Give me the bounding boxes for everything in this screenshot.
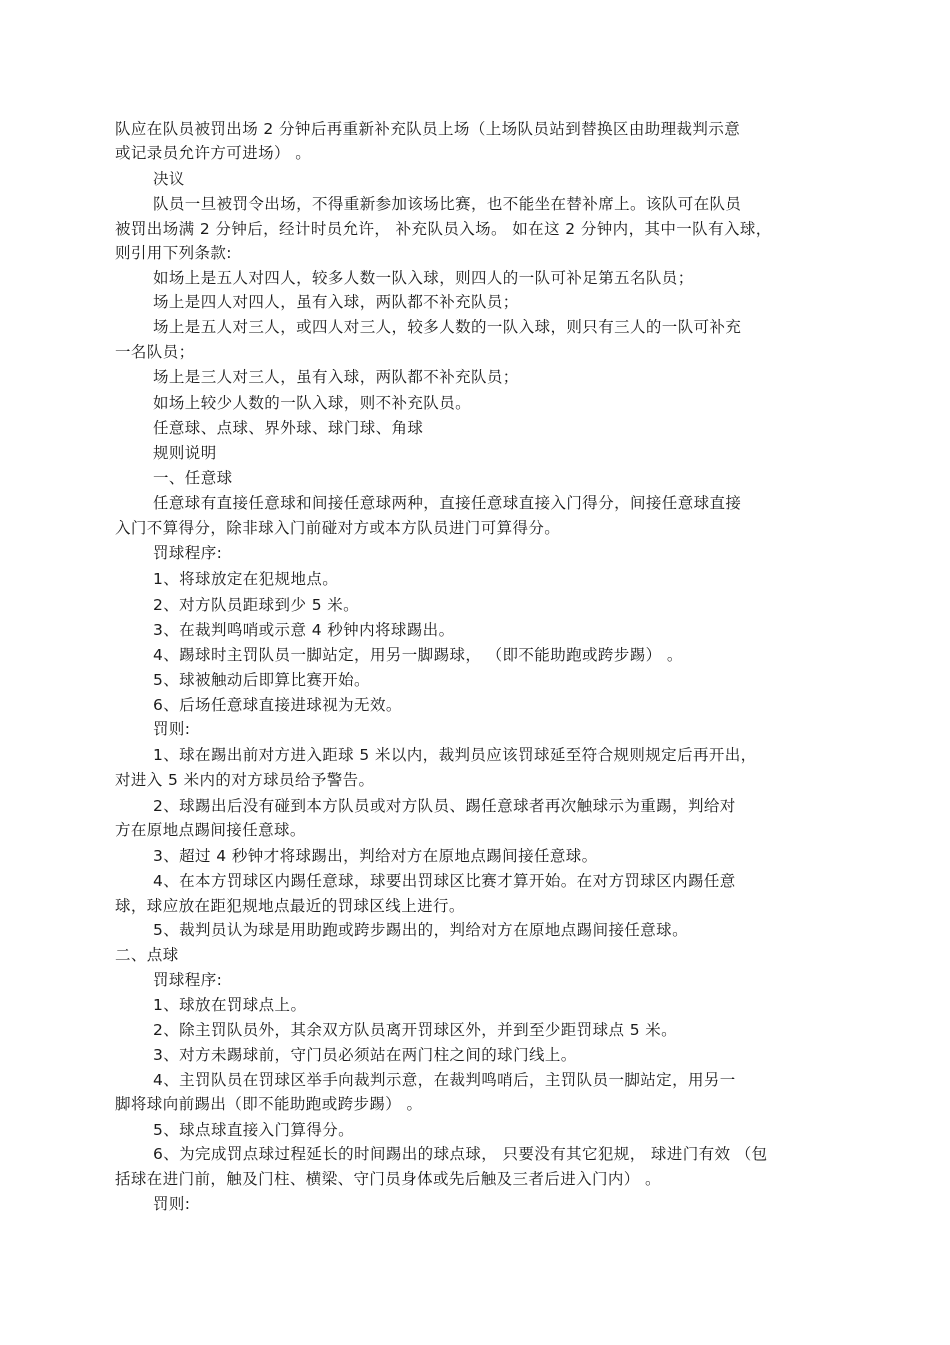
text-line: 括球在进门前，触及门柱、横梁、守门员身体或先后触及三者后进入门内） 。 (115, 1170, 661, 1188)
text-line: 罚球程序: (153, 544, 223, 562)
text-line: 罚则: (153, 720, 191, 738)
list-item: 5、球点球直接入门算得分。 (153, 1121, 355, 1139)
text-line: 被罚出场满 2 分钟后，经计时员允许， 补充队员入场。 如在这 2 分钟内，其中一队有入球， (115, 220, 772, 238)
text-line: 则引用下列条款: (115, 244, 232, 262)
text-line: 决议 (153, 170, 185, 188)
text-line: 罚球程序: (153, 971, 223, 989)
list-item: 5、裁判员认为球是用助跑或跨步踢出的，判给对方在原地点踢间接任意球。 (153, 921, 688, 939)
list-item: 4、主罚队员在罚球区举手向裁判示意，在裁判鸣哨后，主罚队员一脚站定，用另一 (153, 1071, 736, 1089)
list-item: 3、超过 4 秒钟才将球踢出，判给对方在原地点踢间接任意球。 (153, 847, 598, 865)
text-line: 对进入 5 米内的对方球员给予警告。 (115, 771, 375, 789)
text-line: 队应在队员被罚出场 2 分钟后再重新补充队员上场（上场队员站到替换区由助理裁判示意 (115, 120, 741, 138)
text-line: 或记录员允许方可进场） 。 (115, 144, 312, 162)
text-line: 一名队员； (115, 343, 195, 361)
list-item: 4、在本方罚球区内踢任意球，球要出罚球区比赛才算开始。在对方罚球区内踢任意 (153, 872, 736, 890)
list-item: 2、除主罚队员外，其余双方队员离开罚球区外，并到至少距罚球点 5 米。 (153, 1021, 678, 1039)
list-item: 6、后场任意球直接进球视为无效。 (153, 696, 402, 714)
text-line: 球，球应放在距犯规地点最近的罚球区线上进行。 (115, 897, 465, 915)
section-heading: 一、任意球 (153, 469, 233, 487)
section-heading: 二、点球 (115, 946, 179, 964)
text-line: 入门不算得分，除非球入门前碰对方或本方队员进门可算得分。 (115, 519, 561, 537)
list-item: 3、对方未踢球前，守门员必须站在两门柱之间的球门线上。 (153, 1046, 577, 1064)
list-item: 1、球放在罚球点上。 (153, 996, 307, 1014)
text-line: 脚将球向前踢出（即不能助跑或跨步踢） 。 (115, 1095, 423, 1113)
text-line: 场上是五人对三人，或四人对三人，较多人数的一队入球，则只有三人的一队可补充 (153, 318, 742, 336)
list-item: 2、球踢出后没有碰到本方队员或对方队员、踢任意球者再次触球示为重踢，判给对 (153, 797, 736, 815)
text-line: 场上是四人对四人，虽有入球，两队都不补充队员； (153, 293, 519, 311)
list-item: 1、球在踢出前对方进入距球 5 米以内，裁判员应该罚球延至符合规则规定后再开出， (153, 746, 757, 764)
text-line: 如场上是五人对四人，较多人数一队入球，则四人的一队可补足第五名队员； (153, 269, 694, 287)
text-line: 方在原地点踢间接任意球。 (115, 821, 306, 839)
text-line: 罚则: (153, 1195, 191, 1213)
list-item: 1、将球放定在犯规地点。 (153, 570, 339, 588)
text-line: 规则说明 (153, 444, 217, 462)
text-line: 任意球有直接任意球和间接任意球两种，直接任意球直接入门得分，间接任意球直接 (153, 494, 742, 512)
list-item: 6、为完成罚点球过程延长的时间踢出的球点球， 只要没有其它犯规， 球进门有效 （包 (153, 1145, 768, 1163)
list-item: 5、球被触动后即算比赛开始。 (153, 671, 370, 689)
list-item: 2、对方队员距球到少 5 米。 (153, 596, 360, 614)
text-line: 任意球、点球、界外球、球门球、角球 (153, 419, 424, 437)
text-line: 如场上较少人数的一队入球，则不补充队员。 (153, 394, 472, 412)
text-line: 队员一旦被罚令出场，不得重新参加该场比赛，也不能坐在替补席上。该队可在队员 (153, 195, 742, 213)
text-line: 场上是三人对三人，虽有入球，两队都不补充队员； (153, 368, 519, 386)
list-item: 3、在裁判鸣哨或示意 4 秒钟内将球踢出。 (153, 621, 455, 639)
list-item: 4、踢球时主罚队员一脚站定，用另一脚踢球， （即不能助跑或跨步踢） 。 (153, 646, 683, 664)
